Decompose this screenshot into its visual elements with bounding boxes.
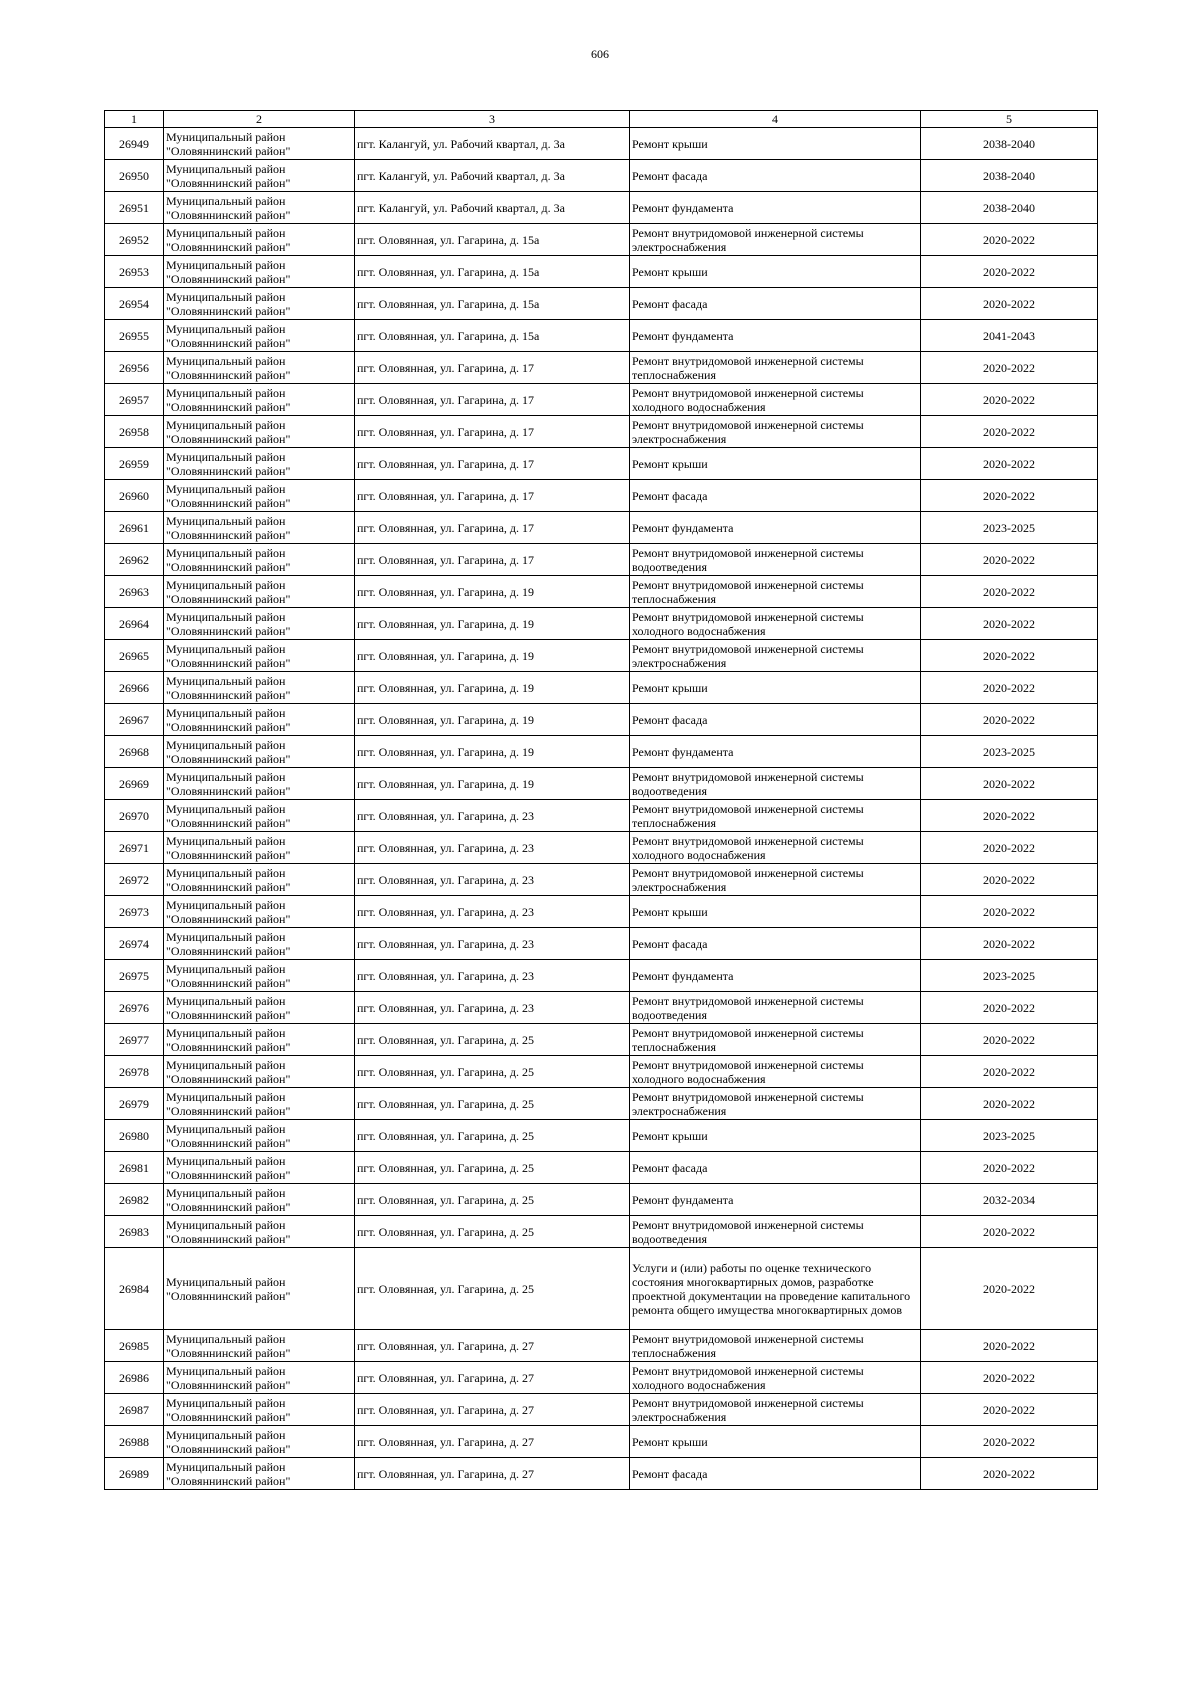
period-cell: 2020-2022 — [921, 1152, 1098, 1184]
address-cell: пгт. Оловянная, ул. Гагарина, д. 27 — [355, 1458, 630, 1490]
table-row — [105, 960, 1098, 992]
period-cell: 2041-2043 — [921, 320, 1098, 352]
address-cell: пгт. Оловянная, ул. Гагарина, д. 17 — [355, 384, 630, 416]
address-cell: пгт. Оловянная, ул. Гагарина, д. 25 — [355, 1056, 630, 1088]
address-cell: пгт. Оловянная, ул. Гагарина, д. 25 — [355, 1216, 630, 1248]
address-cell: пгт. Калангуй, ул. Рабочий квартал, д. 3а — [355, 128, 630, 160]
district-cell: Муниципальный район "Оловяннинский район" — [164, 1120, 355, 1152]
work-type-cell: Ремонт внутридомовой инженерной системы холодного водоснабжения — [630, 832, 921, 864]
district-cell: Муниципальный район "Оловяннинский район" — [164, 1216, 355, 1248]
table-row — [105, 768, 1098, 800]
period-cell: 2020-2022 — [921, 544, 1098, 576]
address-cell: пгт. Оловянная, ул. Гагарина, д. 19 — [355, 704, 630, 736]
table-row — [105, 256, 1098, 288]
address-cell: пгт. Оловянная, ул. Гагарина, д. 25 — [355, 1184, 630, 1216]
work-type-cell: Ремонт фасада — [630, 480, 921, 512]
row-number-cell: 26965 — [105, 640, 164, 672]
district-cell: Муниципальный район "Оловяннинский район" — [164, 896, 355, 928]
table-row — [105, 1088, 1098, 1120]
period-cell: 2020-2022 — [921, 832, 1098, 864]
district-cell: Муниципальный район "Оловяннинский район" — [164, 448, 355, 480]
address-cell: пгт. Оловянная, ул. Гагарина, д. 17 — [355, 480, 630, 512]
district-cell: Муниципальный район "Оловяннинский район" — [164, 160, 355, 192]
district-cell: Муниципальный район "Оловяннинский район" — [164, 512, 355, 544]
row-number-cell: 26980 — [105, 1120, 164, 1152]
period-cell: 2023-2025 — [921, 512, 1098, 544]
row-number-cell: 26951 — [105, 192, 164, 224]
table-row — [105, 1184, 1098, 1216]
address-cell: пгт. Оловянная, ул. Гагарина, д. 23 — [355, 896, 630, 928]
district-cell: Муниципальный район "Оловяннинский район" — [164, 192, 355, 224]
district-cell: Муниципальный район "Оловяннинский район" — [164, 544, 355, 576]
row-number-cell: 26963 — [105, 576, 164, 608]
work-type-cell: Ремонт внутридомовой инженерной системы холодного водоснабжения — [630, 1056, 921, 1088]
district-cell: Муниципальный район "Оловяннинский район" — [164, 1330, 355, 1362]
address-cell: пгт. Оловянная, ул. Гагарина, д. 23 — [355, 992, 630, 1024]
period-cell: 2020-2022 — [921, 992, 1098, 1024]
table-row — [105, 672, 1098, 704]
period-cell: 2020-2022 — [921, 448, 1098, 480]
table-row — [105, 704, 1098, 736]
work-type-cell: Ремонт внутридомовой инженерной системы электроснабжения — [630, 1088, 921, 1120]
work-type-cell: Ремонт фундамента — [630, 1184, 921, 1216]
row-number-cell: 26972 — [105, 864, 164, 896]
table-row — [105, 1024, 1098, 1056]
district-cell: Муниципальный район "Оловяннинский район" — [164, 352, 355, 384]
work-type-cell: Ремонт крыши — [630, 1426, 921, 1458]
table-row — [105, 576, 1098, 608]
district-cell: Муниципальный район "Оловяннинский район" — [164, 992, 355, 1024]
period-cell: 2020-2022 — [921, 576, 1098, 608]
row-number-cell: 26968 — [105, 736, 164, 768]
row-number-cell: 26989 — [105, 1458, 164, 1490]
period-cell: 2023-2025 — [921, 736, 1098, 768]
district-cell: Муниципальный район "Оловяннинский район" — [164, 1394, 355, 1426]
work-type-cell: Ремонт фундамента — [630, 736, 921, 768]
work-type-cell: Ремонт крыши — [630, 448, 921, 480]
table-row — [105, 1330, 1098, 1362]
table-row — [105, 128, 1098, 160]
address-cell: пгт. Оловянная, ул. Гагарина, д. 17 — [355, 416, 630, 448]
table-row — [105, 288, 1098, 320]
district-cell: Муниципальный район "Оловяннинский район" — [164, 736, 355, 768]
row-number-cell: 26957 — [105, 384, 164, 416]
table-row — [105, 224, 1098, 256]
work-type-cell: Ремонт внутридомовой инженерной системы электроснабжения — [630, 640, 921, 672]
work-type-cell: Ремонт внутридомовой инженерной системы теплоснабжения — [630, 1024, 921, 1056]
address-cell: пгт. Оловянная, ул. Гагарина, д. 15а — [355, 224, 630, 256]
column-header-5: 5 — [921, 111, 1098, 128]
district-cell: Муниципальный район "Оловяннинский район" — [164, 416, 355, 448]
address-cell: пгт. Оловянная, ул. Гагарина, д. 15а — [355, 320, 630, 352]
address-cell: пгт. Оловянная, ул. Гагарина, д. 19 — [355, 672, 630, 704]
table-row — [105, 480, 1098, 512]
table-row — [105, 1120, 1098, 1152]
district-cell: Муниципальный район "Оловяннинский район" — [164, 1458, 355, 1490]
work-type-cell: Ремонт фундамента — [630, 192, 921, 224]
district-cell: Муниципальный район "Оловяннинский район" — [164, 832, 355, 864]
period-cell: 2020-2022 — [921, 896, 1098, 928]
address-cell: пгт. Оловянная, ул. Гагарина, д. 25 — [355, 1120, 630, 1152]
row-number-cell: 26981 — [105, 1152, 164, 1184]
work-type-cell: Ремонт фасада — [630, 704, 921, 736]
work-type-cell: Услуги и (или) работы по оценке технического состояния многоквартирных домов, разработке проектной документации на проведение капитального ремонта общего имущества многоквартирных домов — [630, 1248, 921, 1330]
district-cell: Муниципальный район "Оловяннинский район" — [164, 608, 355, 640]
district-cell: Муниципальный район "Оловяннинский район" — [164, 320, 355, 352]
row-number-cell: 26984 — [105, 1248, 164, 1330]
row-number-cell: 26977 — [105, 1024, 164, 1056]
period-cell: 2020-2022 — [921, 352, 1098, 384]
period-cell: 2020-2022 — [921, 256, 1098, 288]
district-cell: Муниципальный район "Оловяннинский район" — [164, 384, 355, 416]
period-cell: 2020-2022 — [921, 1394, 1098, 1426]
work-type-cell: Ремонт крыши — [630, 896, 921, 928]
district-cell: Муниципальный район "Оловяннинский район" — [164, 224, 355, 256]
address-cell: пгт. Оловянная, ул. Гагарина, д. 23 — [355, 800, 630, 832]
address-cell: пгт. Оловянная, ул. Гагарина, д. 23 — [355, 928, 630, 960]
table-row — [105, 192, 1098, 224]
period-cell: 2038-2040 — [921, 128, 1098, 160]
row-number-cell: 26975 — [105, 960, 164, 992]
period-cell: 2020-2022 — [921, 672, 1098, 704]
table-row — [105, 832, 1098, 864]
work-type-cell: Ремонт крыши — [630, 672, 921, 704]
work-type-cell: Ремонт внутридомовой инженерной системы холодного водоснабжения — [630, 384, 921, 416]
column-header-2: 2 — [164, 111, 355, 128]
table-row — [105, 608, 1098, 640]
district-cell: Муниципальный район "Оловяннинский район" — [164, 256, 355, 288]
period-cell: 2020-2022 — [921, 768, 1098, 800]
repair-schedule-table — [104, 110, 1098, 1490]
row-number-cell: 26986 — [105, 1362, 164, 1394]
period-cell: 2020-2022 — [921, 1056, 1098, 1088]
row-number-cell: 26982 — [105, 1184, 164, 1216]
row-number-cell: 26949 — [105, 128, 164, 160]
work-type-cell: Ремонт фундамента — [630, 320, 921, 352]
table-row — [105, 640, 1098, 672]
row-number-cell: 26969 — [105, 768, 164, 800]
work-type-cell: Ремонт фасада — [630, 928, 921, 960]
work-type-cell: Ремонт внутридомовой инженерной системы теплоснабжения — [630, 352, 921, 384]
period-cell: 2032-2034 — [921, 1184, 1098, 1216]
row-number-cell: 26952 — [105, 224, 164, 256]
table-row — [105, 160, 1098, 192]
period-cell: 2020-2022 — [921, 1248, 1098, 1330]
address-cell: пгт. Оловянная, ул. Гагарина, д. 27 — [355, 1330, 630, 1362]
address-cell: пгт. Оловянная, ул. Гагарина, д. 15а — [355, 288, 630, 320]
row-number-cell: 26966 — [105, 672, 164, 704]
work-type-cell: Ремонт внутридомовой инженерной системы водоотведения — [630, 768, 921, 800]
row-number-cell: 26962 — [105, 544, 164, 576]
district-cell: Муниципальный район "Оловяннинский район" — [164, 128, 355, 160]
table-row — [105, 448, 1098, 480]
row-number-cell: 26961 — [105, 512, 164, 544]
work-type-cell: Ремонт фундамента — [630, 512, 921, 544]
work-type-cell: Ремонт крыши — [630, 256, 921, 288]
table-row — [105, 992, 1098, 1024]
row-number-cell: 26955 — [105, 320, 164, 352]
table-row — [105, 1458, 1098, 1490]
district-cell: Муниципальный район "Оловяннинский район" — [164, 1248, 355, 1330]
work-type-cell: Ремонт внутридомовой инженерной системы электроснабжения — [630, 1394, 921, 1426]
district-cell: Муниципальный район "Оловяннинский район" — [164, 576, 355, 608]
row-number-cell: 26988 — [105, 1426, 164, 1458]
row-number-cell: 26979 — [105, 1088, 164, 1120]
work-type-cell: Ремонт внутридомовой инженерной системы электроснабжения — [630, 864, 921, 896]
period-cell: 2020-2022 — [921, 640, 1098, 672]
row-number-cell: 26983 — [105, 1216, 164, 1248]
district-cell: Муниципальный район "Оловяннинский район" — [164, 1152, 355, 1184]
address-cell: пгт. Оловянная, ул. Гагарина, д. 23 — [355, 960, 630, 992]
table-row — [105, 544, 1098, 576]
period-cell: 2020-2022 — [921, 928, 1098, 960]
period-cell: 2020-2022 — [921, 384, 1098, 416]
district-cell: Муниципальный район "Оловяннинский район" — [164, 1184, 355, 1216]
period-cell: 2020-2022 — [921, 416, 1098, 448]
column-header-1: 1 — [105, 111, 164, 128]
period-cell: 2020-2022 — [921, 1216, 1098, 1248]
address-cell: пгт. Оловянная, ул. Гагарина, д. 19 — [355, 768, 630, 800]
address-cell: пгт. Оловянная, ул. Гагарина, д. 27 — [355, 1394, 630, 1426]
district-cell: Муниципальный район "Оловяннинский район" — [164, 640, 355, 672]
period-cell: 2038-2040 — [921, 192, 1098, 224]
work-type-cell: Ремонт внутридомовой инженерной системы водоотведения — [630, 992, 921, 1024]
district-cell: Муниципальный район "Оловяннинский район" — [164, 768, 355, 800]
period-cell: 2020-2022 — [921, 1024, 1098, 1056]
district-cell: Муниципальный район "Оловяннинский район" — [164, 928, 355, 960]
address-cell: пгт. Оловянная, ул. Гагарина, д. 25 — [355, 1152, 630, 1184]
address-cell: пгт. Оловянная, ул. Гагарина, д. 19 — [355, 576, 630, 608]
period-cell: 2020-2022 — [921, 1088, 1098, 1120]
table-row — [105, 1426, 1098, 1458]
district-cell: Муниципальный район "Оловяннинский район" — [164, 960, 355, 992]
period-cell: 2020-2022 — [921, 704, 1098, 736]
row-number-cell: 26956 — [105, 352, 164, 384]
row-number-cell: 26985 — [105, 1330, 164, 1362]
work-type-cell: Ремонт внутридомовой инженерной системы теплоснабжения — [630, 800, 921, 832]
period-cell: 2020-2022 — [921, 1330, 1098, 1362]
work-type-cell: Ремонт внутридомовой инженерной системы водоотведения — [630, 544, 921, 576]
district-cell: Муниципальный район "Оловяннинский район" — [164, 1056, 355, 1088]
period-cell: 2020-2022 — [921, 224, 1098, 256]
work-type-cell: Ремонт фундамента — [630, 960, 921, 992]
district-cell: Муниципальный район "Оловяннинский район" — [164, 864, 355, 896]
district-cell: Муниципальный район "Оловяннинский район" — [164, 288, 355, 320]
address-cell: пгт. Оловянная, ул. Гагарина, д. 25 — [355, 1024, 630, 1056]
period-cell: 2020-2022 — [921, 1362, 1098, 1394]
row-number-cell: 26964 — [105, 608, 164, 640]
period-cell: 2020-2022 — [921, 480, 1098, 512]
address-cell: пгт. Оловянная, ул. Гагарина, д. 17 — [355, 352, 630, 384]
district-cell: Муниципальный район "Оловяннинский район" — [164, 1024, 355, 1056]
period-cell: 2020-2022 — [921, 1458, 1098, 1490]
table-header-row — [105, 111, 1098, 128]
period-cell: 2023-2025 — [921, 1120, 1098, 1152]
district-cell: Муниципальный район "Оловяннинский район" — [164, 704, 355, 736]
district-cell: Муниципальный район "Оловяннинский район" — [164, 1088, 355, 1120]
work-type-cell: Ремонт крыши — [630, 1120, 921, 1152]
table-row — [105, 416, 1098, 448]
period-cell: 2020-2022 — [921, 1426, 1098, 1458]
table-row — [105, 352, 1098, 384]
table-row — [105, 1152, 1098, 1184]
address-cell: пгт. Оловянная, ул. Гагарина, д. 19 — [355, 736, 630, 768]
period-cell: 2020-2022 — [921, 800, 1098, 832]
period-cell: 2020-2022 — [921, 288, 1098, 320]
address-cell: пгт. Оловянная, ул. Гагарина, д. 19 — [355, 640, 630, 672]
district-cell: Муниципальный район "Оловяннинский район" — [164, 480, 355, 512]
column-header-4: 4 — [630, 111, 921, 128]
work-type-cell: Ремонт внутридомовой инженерной системы холодного водоснабжения — [630, 1362, 921, 1394]
table-row — [105, 1216, 1098, 1248]
table-row — [105, 1248, 1098, 1330]
row-number-cell: 26958 — [105, 416, 164, 448]
period-cell: 2020-2022 — [921, 864, 1098, 896]
table-row — [105, 384, 1098, 416]
table-row — [105, 736, 1098, 768]
work-type-cell: Ремонт внутридомовой инженерной системы электроснабжения — [630, 224, 921, 256]
row-number-cell: 26971 — [105, 832, 164, 864]
period-cell: 2020-2022 — [921, 608, 1098, 640]
district-cell: Муниципальный район "Оловяннинский район" — [164, 1362, 355, 1394]
work-type-cell: Ремонт внутридомовой инженерной системы холодного водоснабжения — [630, 608, 921, 640]
table-row — [105, 896, 1098, 928]
row-number-cell: 26953 — [105, 256, 164, 288]
address-cell: пгт. Оловянная, ул. Гагарина, д. 23 — [355, 864, 630, 896]
row-number-cell: 26959 — [105, 448, 164, 480]
page-number: 606 — [591, 47, 609, 61]
row-number-cell: 26954 — [105, 288, 164, 320]
row-number-cell: 26970 — [105, 800, 164, 832]
address-cell: пгт. Калангуй, ул. Рабочий квартал, д. 3а — [355, 160, 630, 192]
address-cell: пгт. Оловянная, ул. Гагарина, д. 25 — [355, 1248, 630, 1330]
address-cell: пгт. Оловянная, ул. Гагарина, д. 17 — [355, 448, 630, 480]
table-row — [105, 512, 1098, 544]
work-type-cell: Ремонт внутридомовой инженерной системы водоотведения — [630, 1216, 921, 1248]
table-row — [105, 1056, 1098, 1088]
row-number-cell: 26978 — [105, 1056, 164, 1088]
address-cell: пгт. Калангуй, ул. Рабочий квартал, д. 3а — [355, 192, 630, 224]
table-row — [105, 1362, 1098, 1394]
address-cell: пгт. Оловянная, ул. Гагарина, д. 17 — [355, 512, 630, 544]
address-cell: пгт. Оловянная, ул. Гагарина, д. 27 — [355, 1426, 630, 1458]
address-cell: пгт. Оловянная, ул. Гагарина, д. 23 — [355, 832, 630, 864]
table-row — [105, 1394, 1098, 1426]
table-row — [105, 928, 1098, 960]
work-type-cell: Ремонт крыши — [630, 128, 921, 160]
district-cell: Муниципальный район "Оловяннинский район" — [164, 800, 355, 832]
row-number-cell: 26973 — [105, 896, 164, 928]
row-number-cell: 26950 — [105, 160, 164, 192]
table-row — [105, 800, 1098, 832]
work-type-cell: Ремонт внутридомовой инженерной системы теплоснабжения — [630, 1330, 921, 1362]
table-row — [105, 864, 1098, 896]
district-cell: Муниципальный район "Оловяннинский район" — [164, 1426, 355, 1458]
work-type-cell: Ремонт фасада — [630, 1458, 921, 1490]
row-number-cell: 26960 — [105, 480, 164, 512]
row-number-cell: 26976 — [105, 992, 164, 1024]
period-cell: 2038-2040 — [921, 160, 1098, 192]
period-cell: 2023-2025 — [921, 960, 1098, 992]
row-number-cell: 26967 — [105, 704, 164, 736]
address-cell: пгт. Оловянная, ул. Гагарина, д. 27 — [355, 1362, 630, 1394]
address-cell: пгт. Оловянная, ул. Гагарина, д. 25 — [355, 1088, 630, 1120]
row-number-cell: 26974 — [105, 928, 164, 960]
column-header-3: 3 — [355, 111, 630, 128]
work-type-cell: Ремонт внутридомовой инженерной системы теплоснабжения — [630, 576, 921, 608]
district-cell: Муниципальный район "Оловяннинский район" — [164, 672, 355, 704]
row-number-cell: 26987 — [105, 1394, 164, 1426]
work-type-cell: Ремонт фасада — [630, 1152, 921, 1184]
address-cell: пгт. Оловянная, ул. Гагарина, д. 17 — [355, 544, 630, 576]
address-cell: пгт. Оловянная, ул. Гагарина, д. 15а — [355, 256, 630, 288]
address-cell: пгт. Оловянная, ул. Гагарина, д. 19 — [355, 608, 630, 640]
table-row — [105, 320, 1098, 352]
work-type-cell: Ремонт фасада — [630, 288, 921, 320]
work-type-cell: Ремонт внутридомовой инженерной системы электроснабжения — [630, 416, 921, 448]
work-type-cell: Ремонт фасада — [630, 160, 921, 192]
